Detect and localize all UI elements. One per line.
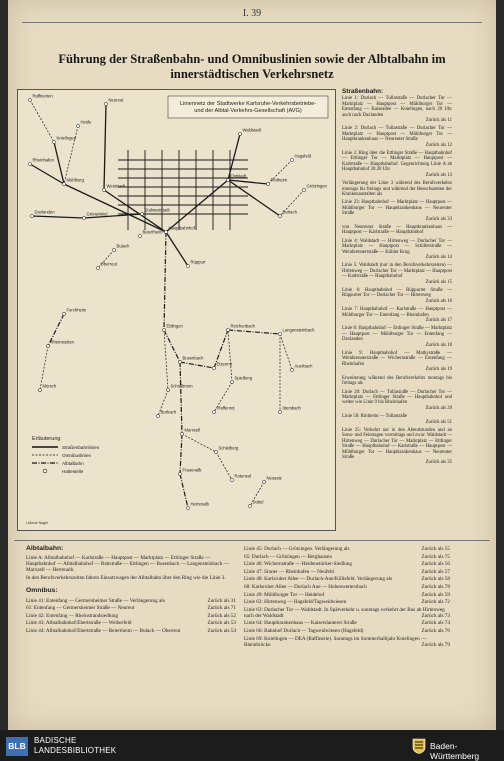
return-route: Zurück als 59 bbox=[421, 591, 450, 598]
route-text: Linie A: Albtalbahnhof — Karlstraße — Hauptpost — Marktplatz — Ettlinger Straße — Hauptbahnhof — Albtalbahnhof — Battstraße — Ettlingen — Busenbach — Langensteinbach — Marxzell — Herrenalb. bbox=[26, 555, 229, 574]
route-text: Linie 25: Verkehrt nur in den Abendstunden und an Sonn- und Feiertagen vormittags und zwar: Waldstadt — Hirtenweg — Durlacher Tor — Marktplatz — Ettlinger Straße — Hauptbahnhof — Karlstraße — Hauptpost — Mühlburger Tor — Hauptkrankenhaus — Neureuter Straße bbox=[342, 427, 452, 460]
place-label: Burbach bbox=[160, 409, 177, 415]
route-entry bbox=[342, 307, 452, 323]
route-text: Linie 47: Sinner — Rheinhafen — Neufeld bbox=[244, 568, 334, 575]
route-text: Linie 2: Durlach — Tullastraße — Durlacher Tor — Marktplatz — Hauptpost — Mühlburger Tor — Hauptkrankenhaus — Neureuter Straße bbox=[342, 126, 452, 143]
map-heading-line2: und der Albtal-Verkehrs-Gesellschaft (AVG) bbox=[194, 108, 302, 114]
place-label: Hagsfeld bbox=[294, 153, 312, 159]
place-label: Oberreut bbox=[100, 261, 118, 267]
route-text: Linie 9: Hauptbahnhof — Mathystraße — Weinbrennerstraße — Wichernstraße — Entenfang — Rheinhafen bbox=[342, 351, 452, 367]
map-heading: Liniennetz der Stadtwerke Karlsruhe-Verkehrsbetriebe- bbox=[179, 101, 317, 107]
stop-marker bbox=[226, 328, 229, 331]
route-entry bbox=[26, 575, 236, 581]
route-entry bbox=[342, 200, 452, 222]
stop-marker bbox=[28, 98, 31, 101]
route-text: Linie 62: Hirtenweg — Hagsfeld/Tagweidwiesen bbox=[244, 599, 347, 606]
route-entry bbox=[26, 605, 236, 611]
route-text: In den Berufsverkehrszeiten fahren Einsatzwagen der Albtalbahn über den Ring wie die Linie 3. bbox=[26, 574, 226, 581]
stop-marker bbox=[278, 410, 281, 413]
place-label: Rheinstetten bbox=[50, 339, 75, 345]
route-entry bbox=[244, 584, 450, 590]
route-entry bbox=[342, 326, 452, 348]
map-credit: Lübeck Nagel bbox=[26, 521, 48, 525]
stop-marker bbox=[178, 360, 181, 363]
place-label: Ittersbach bbox=[282, 405, 301, 411]
route-text: 65: Durlach — Grötzingen — Berghausen bbox=[244, 553, 332, 560]
stop-marker bbox=[96, 266, 99, 269]
route-entry bbox=[244, 607, 450, 619]
place-label: Hauptbahnhof bbox=[168, 225, 195, 231]
library-name-line1: BADISCHE bbox=[34, 736, 77, 745]
return-route: Zurück als 72 bbox=[421, 599, 450, 606]
return-route: Zurück als 35 bbox=[425, 460, 452, 466]
route-text: Linie 7: Hauptbahnhof — Karlstraße — Hauptpost — Mühlburger Tor — Entenfang — Rheinhafen bbox=[342, 307, 452, 318]
route-entry bbox=[342, 239, 452, 261]
stop-marker bbox=[102, 188, 105, 191]
return-route: Zurück als 18 bbox=[425, 342, 452, 348]
place-label: Auerbach bbox=[294, 363, 313, 369]
omnibus-heading: Omnibus: bbox=[26, 587, 58, 595]
return-route: Zurück als 56 bbox=[421, 561, 450, 568]
route-text: Linie 3: Ring über die Ettlinger Straße — Hauptbahnhof — Ettlinger Tor — Marktplatz — Hauptpost — Karlstraße — Hauptbahnhof. Gegenrichtung Linie A ab Hauptbahnhof 20.30 Uhr bbox=[342, 151, 452, 173]
place-label: Rheinhafen bbox=[32, 157, 54, 163]
route-text: Linie 8: Hauptbahnhof — Ettlinger Straße — Marktplatz — Hauptpost — Mühlburger Tor — Entenfang — Daxlanden bbox=[342, 326, 452, 343]
return-route: Zurück als 52 bbox=[207, 612, 236, 619]
route-entry bbox=[26, 555, 236, 573]
route-entry bbox=[244, 628, 450, 634]
return-route: Zurück als 58 bbox=[421, 576, 450, 583]
route-entry bbox=[342, 288, 452, 304]
route-text: Linie 41: Entenfang — Germersheimer Straße — Verlängerung als bbox=[26, 597, 165, 604]
state-name[interactable]: Baden-Württemberg bbox=[430, 741, 480, 761]
route-text: Verlängerung der Linie 3 während des Berufsverkehrs montags bis freitags und während der Besuchszeiten der Krankenanstalten als bbox=[342, 181, 452, 197]
library-name[interactable] bbox=[34, 736, 116, 756]
stop-marker bbox=[104, 102, 107, 105]
return-route: Zurück als 53 bbox=[207, 620, 236, 627]
stop-marker bbox=[278, 214, 281, 217]
route-text: Linie 46: Wichernstraße — Heidenstücker-Siedlung bbox=[244, 561, 352, 568]
map-heading-box bbox=[168, 96, 328, 118]
route-entry bbox=[244, 569, 450, 575]
place-label: Ettlingen bbox=[166, 323, 183, 329]
legend-title: Erläuterung bbox=[32, 436, 61, 442]
return-route: Zurück als 19 bbox=[425, 367, 452, 373]
place-label: Daxlanden bbox=[34, 209, 55, 215]
place-label: Bulach bbox=[116, 243, 130, 249]
return-route: Zurück als 75 bbox=[421, 553, 450, 560]
stop-marker bbox=[38, 388, 41, 391]
stop-marker bbox=[162, 328, 165, 331]
place-label: Mörsch bbox=[42, 383, 57, 389]
stop-marker bbox=[156, 414, 159, 417]
omnibus-list-continued bbox=[244, 546, 450, 648]
route-entry bbox=[342, 376, 452, 387]
albtalbahn-heading: Albtalbahn: bbox=[26, 545, 64, 552]
page-number: I. 39 bbox=[242, 8, 262, 19]
place-label: Südweststadt bbox=[144, 207, 170, 213]
route-entry bbox=[244, 546, 450, 552]
route-entry bbox=[342, 263, 452, 285]
return-route: Zurück als 13 bbox=[425, 172, 452, 178]
network-map-drawing bbox=[18, 90, 335, 530]
route-text: Linie 49: Mühlburger Tor — Heidehof bbox=[244, 591, 325, 598]
route-entry bbox=[342, 351, 452, 373]
stop-marker bbox=[166, 388, 169, 391]
legend-item-albtalbahn: Albtalbahn bbox=[62, 461, 84, 466]
return-route: Zurück als 12 bbox=[425, 142, 452, 148]
return-route: Zurück als 14 bbox=[425, 254, 452, 260]
place-label: Forchheim bbox=[66, 307, 87, 313]
return-route: Zurück als 31 bbox=[207, 597, 236, 604]
omnibus-list bbox=[26, 598, 236, 634]
route-text: Linie 42: Entenfang — Rheinstrandsiedlung bbox=[26, 612, 118, 619]
route-text: Linie 45: Durlach — Grötzingen. Verlängerung als bbox=[244, 546, 350, 552]
stop-marker bbox=[52, 140, 55, 143]
stop-marker bbox=[140, 212, 143, 215]
stop-marker bbox=[212, 410, 215, 413]
route-entry bbox=[244, 561, 450, 567]
stop-marker bbox=[226, 178, 229, 181]
header-rule bbox=[22, 22, 482, 23]
route-text: Linie 20: Durlach — Tullastraße — Durlacher Tor — Marktplatz — Ettlinger Straße — Hauptbahnhof und weiter wie Linie 9 bis Rheinhafen bbox=[342, 389, 452, 406]
route-text: 68: Karlsruher Allee — Durlach Aue — Hohenwettersbach bbox=[244, 583, 367, 590]
route-entry bbox=[342, 151, 452, 178]
route-text: Linie 44: Albtalbahnhof/Ebertstraße — Beiertheim — Bulach — Oberreut bbox=[26, 627, 181, 634]
route-text: Linie 43: Albtalbahnhof/Ebertstraße — Weiherfeld bbox=[26, 620, 132, 627]
return-route: Zurück als 29 bbox=[425, 405, 452, 411]
route-text: Linie 50: Rintheim — Tullastraße bbox=[342, 414, 408, 420]
return-route: Zurück als 17 bbox=[425, 318, 452, 324]
place-label: Pfaffenrot bbox=[216, 405, 235, 411]
route-entry bbox=[26, 613, 236, 619]
stop-marker bbox=[186, 264, 189, 267]
stop-marker bbox=[62, 312, 65, 315]
return-route: Zurück als 55 bbox=[421, 546, 450, 552]
place-label: Schielberg bbox=[218, 445, 239, 451]
return-route: Zurück als 74 bbox=[421, 620, 450, 627]
route-text: Linie 63: Durlacher Tor — Waldstadt. In Spätverkehr u. sonntags verkehrt der Bus ab Hirtenweg nach der Waldstadt bbox=[244, 606, 445, 619]
place-label: Durlach bbox=[282, 209, 297, 215]
place-label: Oststadt bbox=[230, 173, 247, 179]
route-text: 61: Entenfang — Germersheimer Straße — Neureut bbox=[26, 605, 135, 612]
blb-logo[interactable]: BLB bbox=[6, 737, 28, 756]
place-label: Grötzingen bbox=[306, 183, 327, 189]
place-label: Heide bbox=[80, 119, 92, 125]
route-entry bbox=[26, 620, 236, 626]
route-text: Linie 66: Bahnhof Durlach — Tagweidwiesen (Hagsfeld) bbox=[244, 628, 364, 635]
place-label: Frauenalb bbox=[182, 467, 202, 473]
network-map bbox=[17, 89, 336, 531]
stop-marker bbox=[82, 216, 85, 219]
stop-marker bbox=[278, 332, 281, 335]
return-route: Zurück als 16 bbox=[425, 298, 452, 304]
section-rule bbox=[14, 540, 490, 541]
place-label: Reichenbach bbox=[230, 323, 255, 329]
baden-wuerttemberg-crest-icon bbox=[412, 738, 426, 754]
place-label: Weststadt bbox=[106, 183, 126, 189]
route-text: Linie 48: Karlsruher Allee — Durlach-Aue/Killisfeld. Verlängerung als bbox=[244, 576, 392, 583]
left-column bbox=[26, 546, 236, 636]
route-text: Linie 6: Hauptbahnhof — Rüppurrer Straße — Rüppurrer Tor — Durlacher Tor — Hirtenweg bbox=[342, 288, 452, 299]
place-label: Dobel bbox=[252, 499, 264, 505]
route-entry bbox=[26, 598, 236, 604]
place-label: Herrenalb bbox=[190, 501, 209, 507]
stop-marker bbox=[214, 450, 217, 453]
route-text: Linie 1: Durlach — Tullastraße — Durlacher Tor — Marktplatz — Hauptpost — Mühlburger Tor — Entenfang — Kaiseallee — Knielingen, nach 20 Uhr auch nach Daxlanden bbox=[342, 96, 452, 118]
place-label: Rintheim bbox=[270, 177, 288, 183]
albtalbahn-list bbox=[26, 555, 236, 581]
place-label: Waldstadt bbox=[242, 127, 261, 133]
route-entry bbox=[342, 225, 452, 236]
return-route: Zurück als 57 bbox=[421, 568, 450, 575]
stop-marker bbox=[302, 188, 305, 191]
return-route: Zurück als 79 bbox=[421, 641, 450, 648]
stop-marker bbox=[62, 182, 65, 185]
route-text: Linie 64: Hauptkrankenhaus — Kaiserslauterer Straße bbox=[244, 620, 357, 627]
route-entry bbox=[244, 592, 450, 598]
route-text: Linie 69: Knielingen — DEA (Raffinerie). Sonntags im Sommerhalbjahr Knielingen — Rheinbrücke bbox=[244, 635, 427, 648]
legend-item-omnibus: Omnibuslinien bbox=[62, 453, 92, 458]
route-entry bbox=[26, 628, 236, 634]
right-column bbox=[244, 546, 450, 649]
route-text: Erweiterung während des Berufsverkehrs montags bis freitags als bbox=[342, 375, 452, 387]
strassenbahn-list bbox=[342, 96, 452, 465]
stop-marker bbox=[178, 472, 181, 475]
strassenbahn-heading: Straßenbahn: bbox=[342, 88, 384, 95]
return-route: Zurück als 71 bbox=[207, 605, 236, 612]
place-label: Mühlburg bbox=[66, 177, 84, 183]
place-label: Busenbach bbox=[182, 355, 204, 361]
place-label: Schöllbronn bbox=[170, 383, 193, 389]
stop-marker bbox=[186, 506, 189, 509]
stop-marker bbox=[230, 380, 233, 383]
library-name-line2: LANDESBIBLIOTHEK bbox=[34, 746, 117, 755]
route-entry bbox=[342, 428, 452, 466]
place-label: Neureut bbox=[108, 97, 124, 103]
stop-marker bbox=[76, 124, 79, 127]
stop-marker bbox=[262, 480, 265, 483]
return-route: Zurück als 15 bbox=[425, 279, 452, 285]
route-text: Linie 23: Hauptbahnhof — Marktplatz — Hauptpost — Mühlburger Tor — Hauptkrankenhaus — Neureuter Straße bbox=[342, 200, 452, 217]
place-label: Spielberg bbox=[234, 375, 253, 381]
return-route: Zurück als 54 bbox=[207, 627, 236, 634]
route-entry bbox=[244, 620, 450, 626]
stop-marker bbox=[46, 344, 49, 347]
place-label: Marxzell bbox=[184, 427, 201, 433]
strassenbahn-column bbox=[342, 89, 452, 469]
route-entry bbox=[244, 636, 450, 648]
legend-item-haltestelle: Haltestelle bbox=[62, 469, 84, 474]
stop-marker bbox=[230, 478, 233, 481]
route-text: von Neureuter Straße — Hauptkrankenhaus — Hauptpost — Karlstraße — Hauptbahnhof bbox=[342, 224, 452, 236]
stop-marker bbox=[238, 132, 241, 135]
place-label: Neusatz bbox=[266, 475, 282, 481]
stop-marker bbox=[248, 504, 251, 507]
place-label: Raffinerien bbox=[32, 93, 53, 99]
stop-marker bbox=[112, 248, 115, 251]
stop-marker bbox=[290, 368, 293, 371]
return-route: Zurück als 78 bbox=[421, 583, 450, 590]
place-label: Etzenrot bbox=[216, 361, 233, 367]
place-label: Grünwinkel bbox=[86, 211, 108, 217]
route-entry bbox=[244, 599, 450, 605]
legend-item-strassenbahn: Straßenbahnlinien bbox=[62, 445, 100, 450]
stop-marker bbox=[212, 366, 215, 369]
route-entry bbox=[342, 126, 452, 148]
stop-marker bbox=[290, 158, 293, 161]
route-entry bbox=[342, 414, 452, 425]
place-label: Knielingen bbox=[56, 135, 77, 141]
place-label: Langensteinbach bbox=[282, 327, 315, 333]
stop-marker bbox=[164, 230, 167, 233]
route-entry bbox=[342, 181, 452, 197]
place-label: Beiertheim bbox=[142, 229, 163, 235]
stop-marker bbox=[28, 162, 31, 165]
route-entry bbox=[342, 390, 452, 412]
stop-marker bbox=[30, 214, 33, 217]
stop-marker bbox=[180, 432, 183, 435]
route-text: Linie 5: Waldstadt (nur in den Berufsverkehrszeiten) — Hirtenweg — Durlacher Tor — Marktplatz — Hauptpost — Karlstraße — Hauptbahnhof bbox=[342, 263, 452, 280]
return-route: Zurück als 76 bbox=[421, 628, 450, 635]
route-text: Linie 4: Waldstadt — Hirtenweg — Durlacher Tor — Marktplatz — Hauptpost — Schillerstraße — Weinbrennerstraße — Kühler Krug bbox=[342, 238, 452, 255]
stop-marker bbox=[266, 182, 269, 185]
return-route: Zurück als 73 bbox=[421, 612, 450, 619]
return-route: Zurück als 33 bbox=[425, 216, 452, 222]
route-entry bbox=[244, 554, 450, 560]
stop-marker bbox=[138, 234, 141, 237]
return-route: Zurück als 11 bbox=[425, 118, 452, 124]
route-entry bbox=[244, 576, 450, 582]
route-entry bbox=[342, 96, 452, 123]
return-route: Zurück als 51 bbox=[425, 419, 452, 425]
page-title: Führung der Straßenbahn- und Omnibuslinien sowie der Albtalbahn im innerstädtischen Verkehrsnetz bbox=[58, 52, 446, 81]
place-label: Rüppurr bbox=[190, 259, 206, 265]
place-label: Rotensol bbox=[234, 473, 252, 479]
